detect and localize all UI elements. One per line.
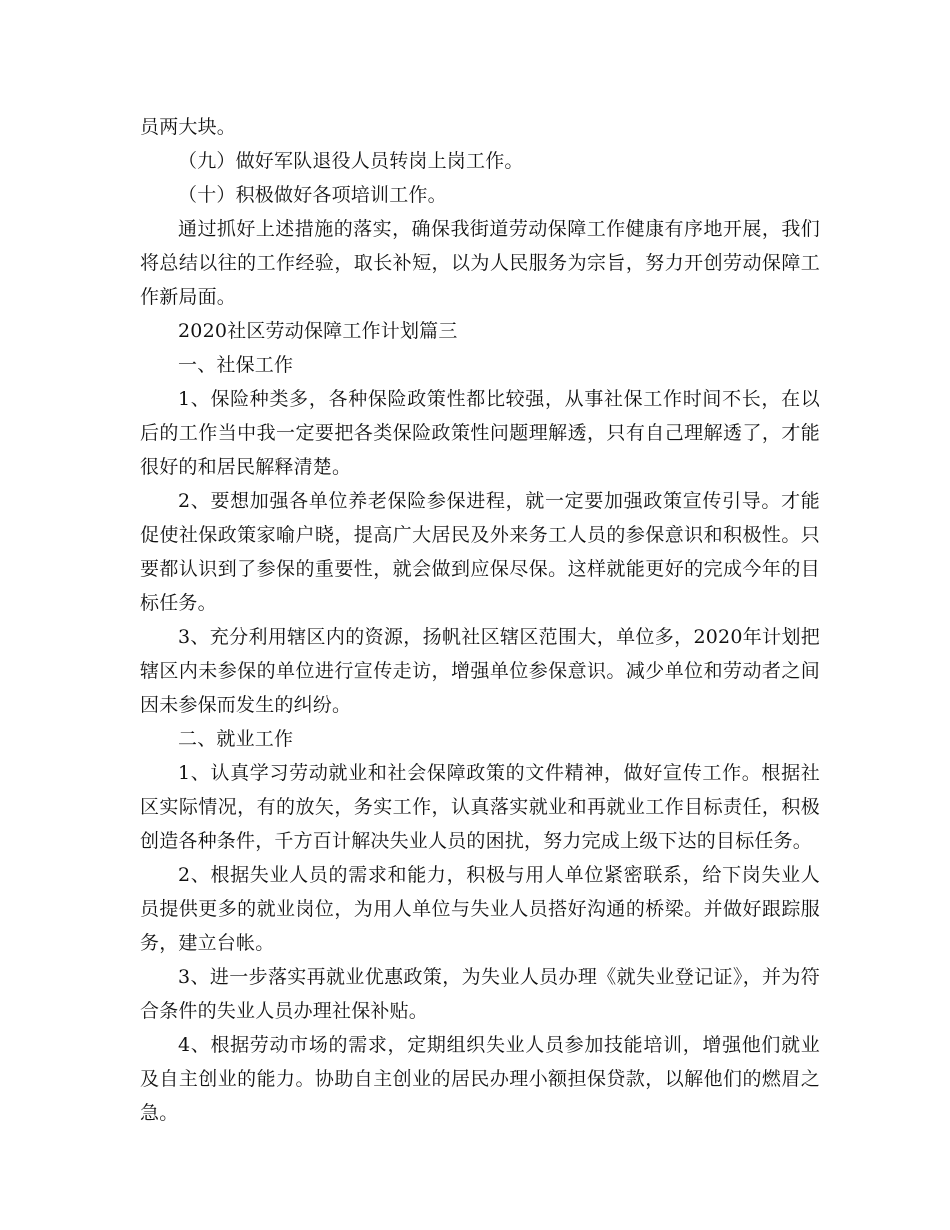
paragraph-summary: 通过抓好上述措施的落实，确保我街道劳动保障工作健康有序地开展，我们将总结以往的工作经验，取长补短，以为人民服务为宗旨，努力开创劳动保障工作新局面。 bbox=[140, 218, 820, 308]
heading-employment: 二、就业工作 bbox=[178, 728, 294, 750]
document-body bbox=[140, 110, 820, 1130]
paragraph-employment-2: 2、根据失业人员的需求和能力，积极与用人单位紧密联系，给下岗失业人员提供更多的就业岗位，为用人单位与失业人员搭好沟通的桥梁。并做好跟踪服务，建立台帐。 bbox=[140, 864, 820, 954]
paragraph-item-ten: （十）积极做好各项培训工作。 bbox=[178, 184, 447, 206]
paragraph-social-security-2: 2、要想加强各单位养老保险参保进程，就一定要加强政策宣传引导。才能促使社保政策家喻户晓，提高广大居民及外来务工人员的参保意识和积极性。只要都认识到了参保的重要性，就会做到应保尽保。这样就能更好的完成今年的目标任务。 bbox=[140, 490, 820, 614]
paragraph-continuation: 员两大块。 bbox=[140, 116, 237, 138]
paragraph-employment-3: 3、进一步落实再就业优惠政策，为失业人员办理《就失业登记证》，并为符合条件的失业人员办理社保补贴。 bbox=[140, 966, 820, 1022]
heading-social-security: 一、社保工作 bbox=[178, 354, 294, 376]
paragraph-social-security-3: 3、充分利用辖区内的资源，扬帆社区辖区范围大，单位多，2020年计划把辖区内未参保的单位进行宣传走访，增强单位参保意识。减少单位和劳动者之间因未参保而发生的纠纷。 bbox=[140, 626, 820, 716]
paragraph-item-nine: （九）做好军队退役人员转岗上岗工作。 bbox=[178, 150, 524, 172]
paragraph-employment-4: 4、根据劳动市场的需求，定期组织失业人员参加技能培训，增强他们就业及自主创业的能力。协助自主创业的居民办理小额担保贷款，以解他们的燃眉之急。 bbox=[140, 1034, 820, 1124]
section-title: 2020社区劳动保障工作计划篇三 bbox=[178, 320, 458, 342]
paragraph-social-security-1: 1、保险种类多，各种保险政策性都比较强，从事社保工作时间不长，在以后的工作当中我一定要把各类保险政策性问题理解透，只有自己理解透了，才能很好的和居民解释清楚。 bbox=[140, 388, 820, 478]
paragraph-employment-1: 1、认真学习劳动就业和社会保障政策的文件精神，做好宣传工作。根据社区实际情况，有的放矢，务实工作，认真落实就业和再就业工作目标责任，积极创造各种条件，千方百计解决失业人员的困扰，努力完成上级下达的目标任务。 bbox=[140, 762, 820, 852]
